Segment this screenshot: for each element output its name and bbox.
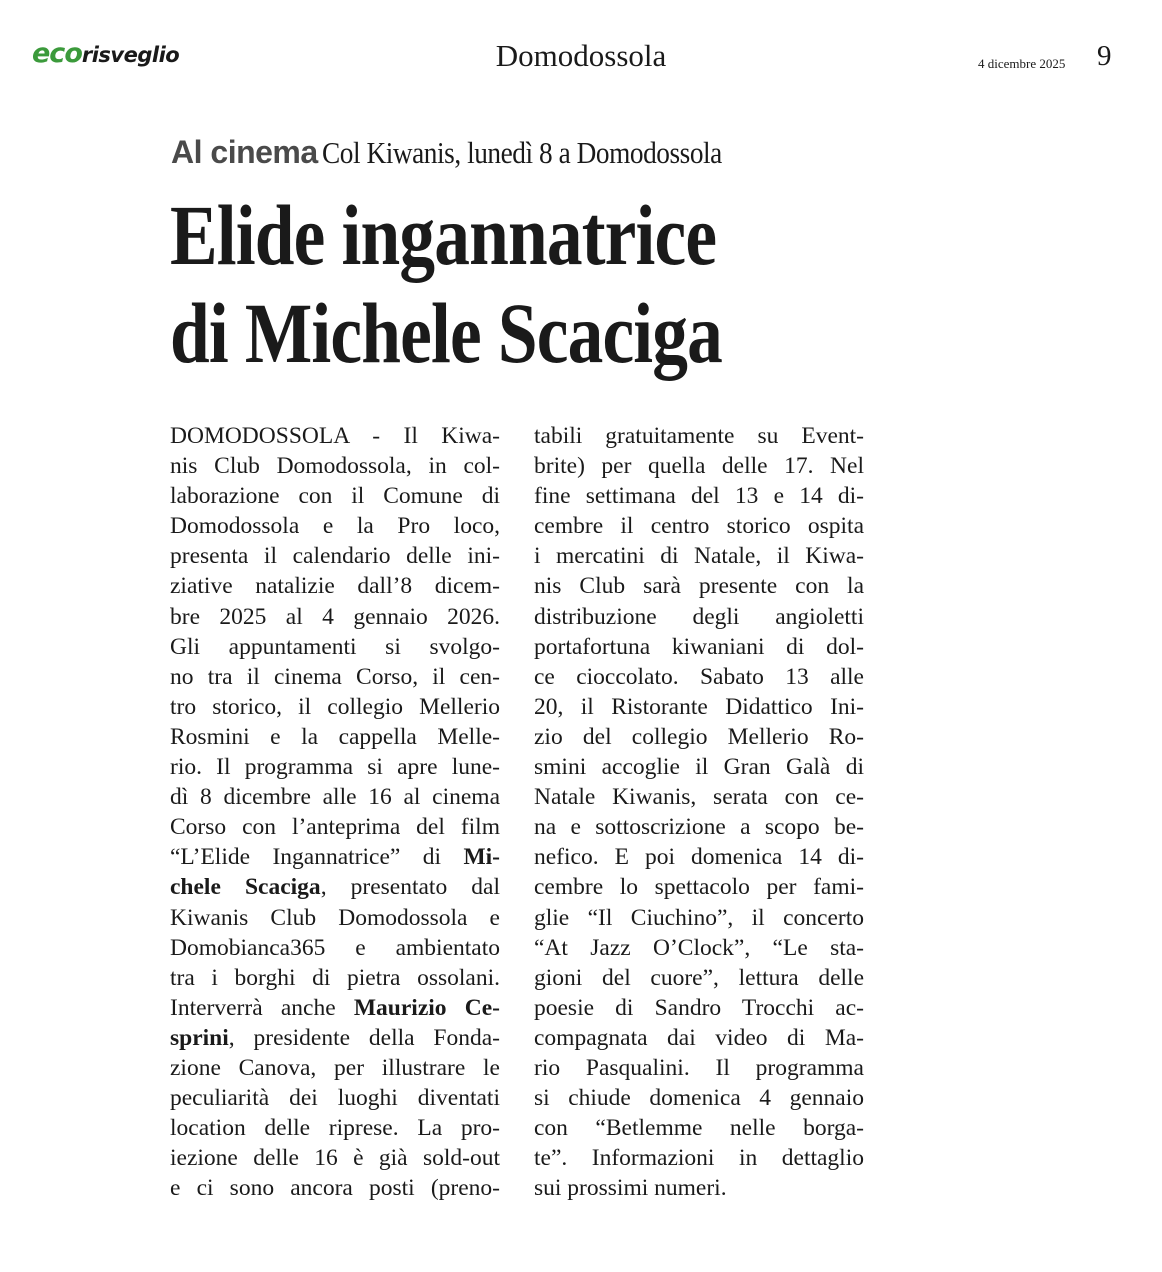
text-line: con “Betlemme nelle borga- — [534, 1115, 864, 1142]
text-line: nefico. E poi domenica 14 di- — [534, 844, 864, 871]
text-run: , presidente della Fonda- — [228, 1024, 500, 1051]
text-line: te”. Informazioni in dettaglio — [534, 1145, 864, 1172]
text-line: Gli appuntamenti si svolgo- — [170, 633, 500, 660]
text-line: Domodossola e la Pro loco, — [170, 513, 500, 540]
text-line: location delle riprese. La pro- — [170, 1115, 500, 1142]
bold-name: chele Scaciga — [170, 874, 321, 901]
text-line: nis Club Domodossola, in col- — [170, 453, 500, 480]
text-line: zione Canova, per illustrare le — [170, 1054, 500, 1081]
text-line: si chiude domenica 4 gennaio — [534, 1085, 864, 1112]
headline-line-2: di Michele Scaciga — [170, 285, 723, 381]
text-line: “At Jazz O’Clock”, “Le sta- — [534, 934, 864, 961]
bold-name: Maurizio Ce- — [353, 994, 500, 1021]
text-line: e ci sono ancora posti (preno- — [170, 1175, 500, 1202]
text-line: peculiarità dei luoghi diventati — [170, 1085, 500, 1112]
text-line: laborazione con il Comune di — [170, 483, 500, 510]
text-line: dì 8 dicembre alle 16 al cinema — [170, 784, 500, 811]
article-column-right — [534, 421, 864, 1203]
text-line: Kiwanis Club Domodossola e — [170, 904, 500, 931]
issue-date: 4 dicembre 2025 — [978, 56, 1066, 71]
text-line: smini accoglie il Gran Galà di — [534, 754, 864, 781]
page-number: 9 — [1097, 40, 1112, 72]
text-line: fine settimana del 13 e 14 di- — [534, 483, 864, 510]
text-line: Natale Kiwanis, serata con ce- — [534, 784, 864, 811]
text-line: presenta il calendario delle ini- — [170, 543, 500, 570]
text-line: portafortuna kiwaniani di dol- — [534, 633, 864, 660]
text-line: zio del collegio Mellerio Ro- — [534, 723, 864, 750]
text-line: 20, il Ristorante Didattico Ini- — [534, 693, 864, 720]
text-line: iezione delle 16 è già sold-out — [170, 1145, 500, 1172]
kicker-label: Al cinema — [171, 134, 318, 170]
masthead — [0, 0, 1162, 90]
article-column-left — [170, 421, 500, 1203]
text-line: sui prossimi numeri. — [534, 1175, 727, 1202]
text-line: compagnata dai video di Ma- — [534, 1024, 864, 1051]
text-line — [170, 1023, 500, 1053]
text-line: rio. Il programma si apre lune- — [170, 754, 500, 781]
text-line: Domobianca365 e ambientato — [170, 934, 500, 961]
text-line — [170, 872, 500, 902]
text-run: , presentato dal — [320, 874, 500, 901]
text-line: DOMODOSSOLA - Il Kiwa- — [170, 423, 500, 449]
text-line: cembre il centro storico ospita — [534, 513, 864, 540]
text-line: poesie di Sandro Trocchi ac- — [534, 994, 864, 1021]
bold-name: Mi- — [463, 844, 500, 871]
text-line: no tra il cinema Corso, il cen- — [170, 663, 500, 690]
article-headline — [170, 186, 835, 382]
text-line: gioni del cuore”, lettura delle — [534, 964, 864, 991]
logo-risveglio: risveglio — [81, 43, 180, 67]
text-line: tabili gratuitamente su Event- — [534, 423, 864, 449]
text-line — [170, 993, 500, 1023]
text-line: tro storico, il collegio Mellerio — [170, 693, 500, 720]
kicker-text: Col Kiwanis, lunedì 8 a Domodossola — [321, 135, 722, 170]
text-line: ce cioccolato. Sabato 13 alle — [534, 663, 864, 690]
headline-line-1: Elide ingannatrice — [170, 187, 717, 283]
text-line: bre 2025 al 4 gennaio 2026. — [170, 603, 500, 630]
text-line: Rosmini e la cappella Melle- — [170, 723, 500, 750]
text-line: distribuzione degli angioletti — [534, 603, 864, 630]
logo-eco: eco — [32, 38, 82, 69]
section-title: Domodossola — [495, 38, 667, 73]
text-run: “L’Elide Ingannatrice” di — [170, 844, 464, 871]
text-line: glie “Il Ciuchino”, il concerto — [534, 904, 864, 931]
text-line: brite) per quella delle 17. Nel — [534, 453, 864, 480]
text-line: tra i borghi di pietra ossolani. — [170, 964, 500, 991]
article-kicker — [171, 134, 891, 171]
text-run: Interverrà anche — [170, 994, 354, 1021]
bold-name: sprini — [170, 1024, 229, 1051]
text-line: Corso con l’anteprima del film — [170, 814, 500, 841]
text-line: nis Club sarà presente con la — [534, 573, 864, 600]
text-line: i mercatini di Natale, il Kiwa- — [534, 543, 864, 570]
text-line — [170, 842, 500, 872]
text-line: ziative natalizie dall’8 dicem- — [170, 573, 500, 600]
text-line: rio Pasqualini. Il programma — [534, 1054, 864, 1081]
text-line: cembre lo spettacolo per fami- — [534, 874, 864, 901]
text-line: na e sottoscrizione a scopo be- — [534, 814, 864, 841]
